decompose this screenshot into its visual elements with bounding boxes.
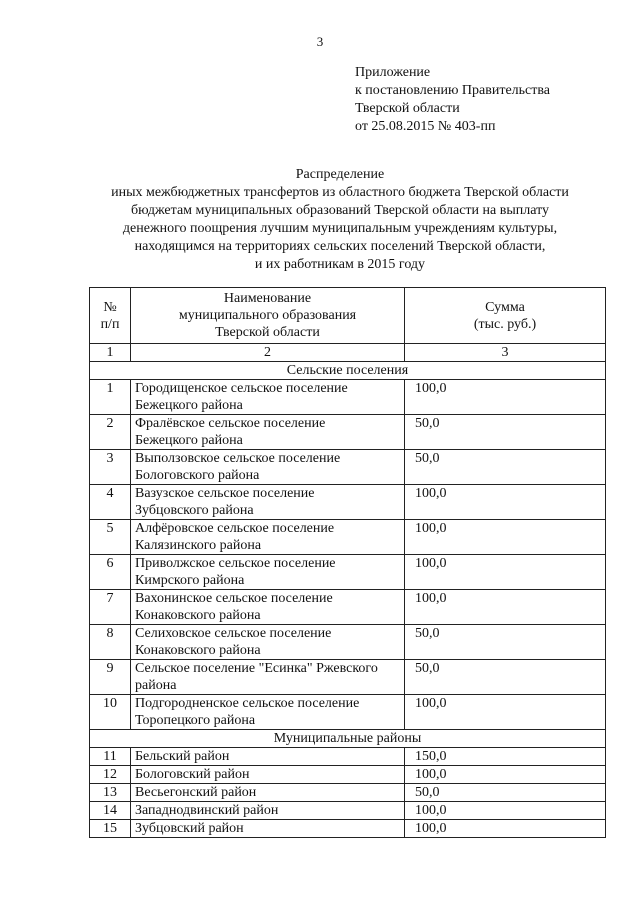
- title-line: Распределение: [295, 167, 385, 182]
- sum-cell: [405, 748, 606, 766]
- table-row: [90, 555, 606, 590]
- table-row: [90, 590, 606, 625]
- sum-cell: [405, 820, 606, 838]
- header-no: [90, 288, 131, 344]
- municipality-name-line: Зубцовского района: [135, 503, 254, 518]
- municipality-name: [131, 625, 405, 660]
- row-number: 8: [90, 625, 131, 660]
- table-row: [90, 380, 606, 415]
- sum-cell: [405, 590, 606, 625]
- row-number: 12: [90, 766, 131, 784]
- sum-cell: [405, 380, 606, 415]
- sum-value: 150,0: [415, 749, 447, 764]
- row-number: 4: [90, 485, 131, 520]
- municipality-name: [131, 660, 405, 695]
- sum-cell: [405, 784, 606, 802]
- municipality-name-line: Западнодвинский район: [135, 803, 279, 818]
- column-number: 3: [405, 344, 606, 362]
- sum-cell: [405, 520, 606, 555]
- table-row: [90, 450, 606, 485]
- column-number-row: [90, 344, 606, 362]
- municipality-name: [131, 766, 405, 784]
- municipality-name: [131, 784, 405, 802]
- table-row: [90, 520, 606, 555]
- municipality-name: [131, 520, 405, 555]
- municipality-name-line: Бологовский район: [135, 767, 250, 782]
- sum-value: 100,0: [415, 521, 447, 536]
- sum-cell: [405, 625, 606, 660]
- municipality-name-line: Весьегонский район: [135, 785, 257, 800]
- table-header-row: [90, 288, 606, 344]
- sum-value: 50,0: [415, 416, 440, 431]
- title-line: иных межбюджетных трансфертов из областного бюджета Тверской области: [111, 185, 569, 200]
- column-number: 2: [131, 344, 405, 362]
- municipality-name: [131, 485, 405, 520]
- row-number: 11: [90, 748, 131, 766]
- municipality-name-line: Селиховское сельское поселение: [135, 626, 332, 641]
- table-row: [90, 415, 606, 450]
- appendix-line: Приложение: [355, 65, 431, 80]
- sum-cell: [405, 695, 606, 730]
- municipality-name: [131, 590, 405, 625]
- table-row: [90, 820, 606, 838]
- municipality-name: [131, 695, 405, 730]
- row-number: 15: [90, 820, 131, 838]
- appendix-line: от 25.08.2015 № 403-пп: [355, 119, 496, 134]
- municipality-name-line: Бологовского района: [135, 468, 260, 483]
- municipality-name-line: Конаковского района: [135, 608, 261, 623]
- row-number: 6: [90, 555, 131, 590]
- municipality-name: [131, 555, 405, 590]
- sum-value: 100,0: [415, 381, 447, 396]
- appendix-line: к постановлению Правительства: [355, 83, 551, 98]
- municipality-name: [131, 802, 405, 820]
- row-number: 9: [90, 660, 131, 695]
- table-row: [90, 485, 606, 520]
- title-line: находящимся на территориях сельских поселений Тверской области,: [134, 239, 546, 254]
- municipality-name-line: Торопецкого района: [135, 713, 256, 728]
- header-name-line: муниципального образования: [178, 308, 357, 323]
- sum-value: 50,0: [415, 451, 440, 466]
- header-no-line: №: [103, 299, 117, 315]
- row-number: 3: [90, 450, 131, 485]
- header-name-line: Тверской области: [215, 325, 320, 340]
- municipality-name-line: Алфёровское сельское поселение: [135, 521, 335, 536]
- column-number: 1: [90, 344, 131, 362]
- title-line: и их работникам в 2015 году: [254, 257, 426, 272]
- document-title: [40, 166, 640, 274]
- section-title: Сельские поселения: [90, 362, 606, 380]
- municipality-name-line: Бельский район: [135, 749, 230, 764]
- table-body: [90, 288, 606, 838]
- municipality-name-line: Бежецкого района: [135, 433, 243, 448]
- row-number: 2: [90, 415, 131, 450]
- table-row: [90, 748, 606, 766]
- table-row: [90, 625, 606, 660]
- sum-value: 50,0: [415, 661, 440, 676]
- row-number: 1: [90, 380, 131, 415]
- table-row: [90, 695, 606, 730]
- municipality-name-line: Подгородненское сельское поселение: [135, 696, 360, 711]
- header-name-line: Наименование: [223, 291, 312, 306]
- table-row: [90, 660, 606, 695]
- table-row: [90, 766, 606, 784]
- sum-cell: [405, 660, 606, 695]
- sum-value: 100,0: [415, 821, 447, 836]
- municipality-name-line: Приволжское сельское поселение: [135, 556, 336, 571]
- municipality-name-line: Городищенское сельское поселение: [135, 381, 348, 396]
- header-sum: [405, 288, 606, 344]
- municipality-name-line: Зубцовский район: [135, 821, 244, 836]
- municipality-name: [131, 380, 405, 415]
- municipality-name-line: Кимрского района: [135, 573, 245, 588]
- municipality-name: [131, 820, 405, 838]
- municipality-name-line: Сельское поселение "Есинка" Ржевского: [135, 661, 378, 676]
- table-row: [90, 802, 606, 820]
- row-number: 5: [90, 520, 131, 555]
- sum-value: 100,0: [415, 803, 447, 818]
- row-number: 14: [90, 802, 131, 820]
- municipality-name-line: Фралёвское сельское поселение: [135, 416, 326, 431]
- sum-value: 100,0: [415, 486, 447, 501]
- sum-value: 50,0: [415, 785, 440, 800]
- title-line: бюджетам муниципальных образований Тверской области на выплату: [130, 203, 550, 218]
- sum-cell: [405, 766, 606, 784]
- appendix-line: Тверской области: [355, 101, 460, 116]
- header-name: [131, 288, 405, 344]
- sum-value: 100,0: [415, 591, 447, 606]
- allocation-table: [89, 287, 606, 838]
- section-row: [90, 730, 606, 748]
- municipality-name-line: Калязинского района: [135, 538, 262, 553]
- municipality-name-line: Выползовское сельское поселение: [135, 451, 341, 466]
- row-number: 7: [90, 590, 131, 625]
- sum-value: 100,0: [415, 767, 447, 782]
- sum-cell: [405, 555, 606, 590]
- header-sum-line: (тыс. руб.): [473, 316, 537, 332]
- municipality-name-line: Вахонинское сельское поселение: [135, 591, 333, 606]
- sum-value: 50,0: [415, 626, 440, 641]
- title-line: денежного поощрения лучшим муниципальным учреждениям культуры,: [122, 221, 558, 236]
- municipality-name-line: Бежецкого района: [135, 398, 243, 413]
- sum-cell: [405, 485, 606, 520]
- municipality-name: [131, 415, 405, 450]
- header-no-line: п/п: [100, 316, 120, 332]
- page-number: 3: [316, 34, 324, 49]
- sum-value: 100,0: [415, 556, 447, 571]
- row-number: 13: [90, 784, 131, 802]
- table-row: [90, 784, 606, 802]
- municipality-name: [131, 748, 405, 766]
- sum-cell: [405, 415, 606, 450]
- sum-value: 100,0: [415, 696, 447, 711]
- municipality-name-line: Вазузское сельское поселение: [135, 486, 315, 501]
- appendix-block: [355, 64, 550, 136]
- section-title: Муниципальные районы: [90, 730, 606, 748]
- municipality-name: [131, 450, 405, 485]
- municipality-name-line: района: [135, 678, 177, 693]
- header-sum-line: Сумма: [485, 299, 525, 315]
- section-row: [90, 362, 606, 380]
- sum-cell: [405, 450, 606, 485]
- sum-cell: [405, 802, 606, 820]
- row-number: 10: [90, 695, 131, 730]
- municipality-name-line: Конаковского района: [135, 643, 261, 658]
